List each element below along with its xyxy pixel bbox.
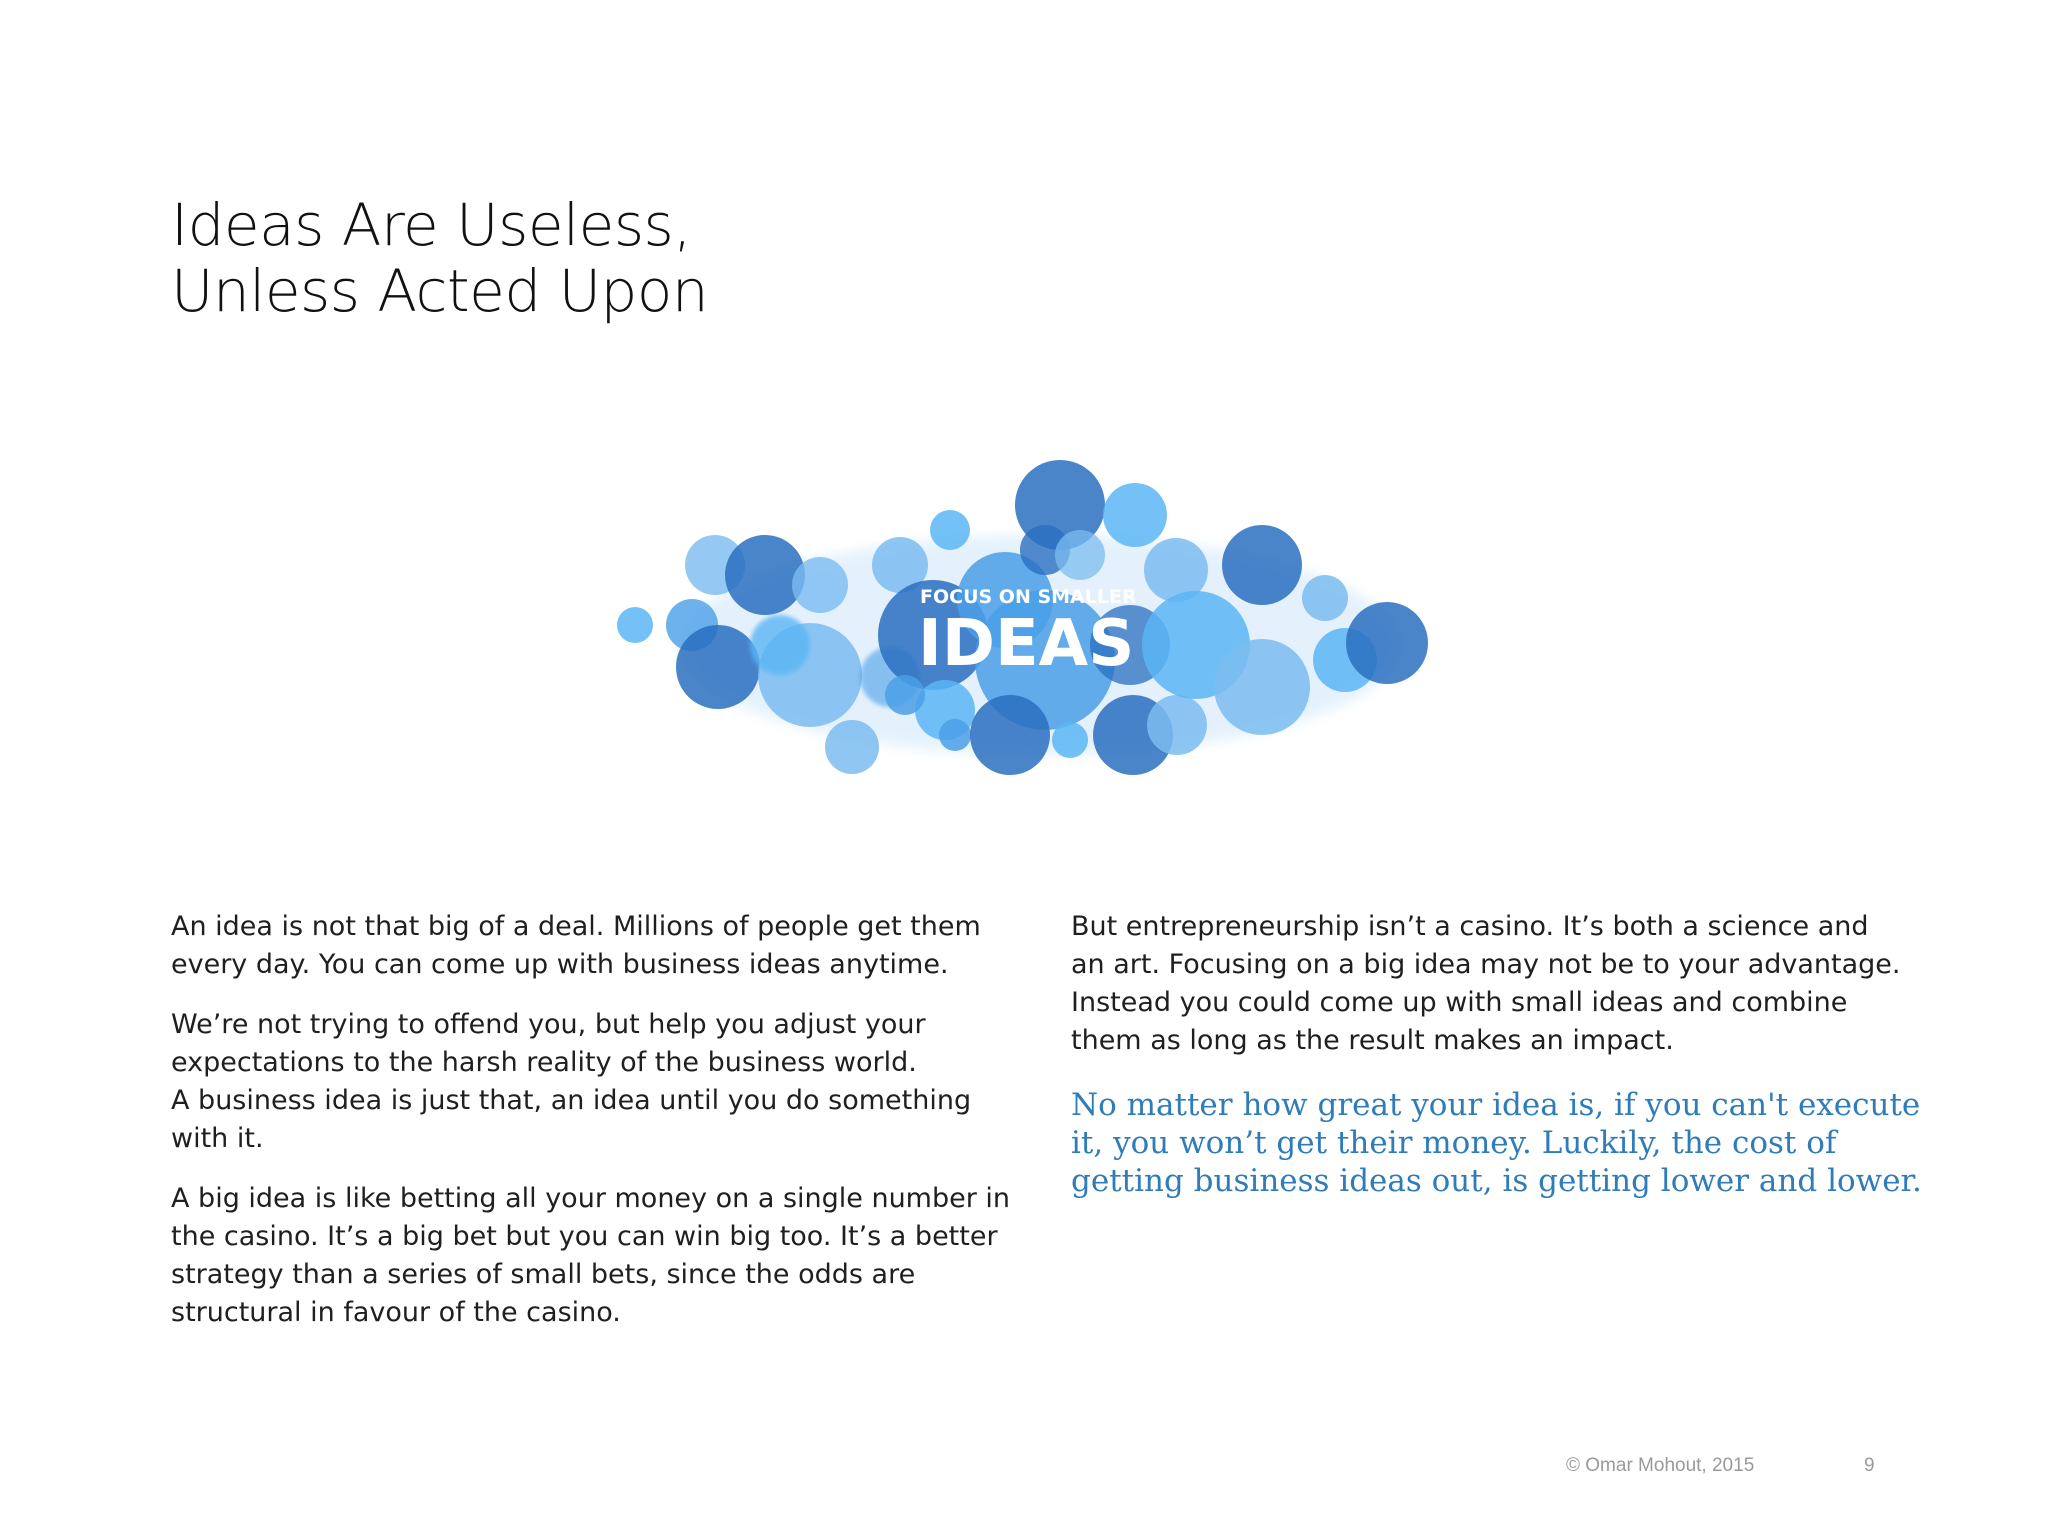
left-text-column bbox=[171, 908, 1011, 1354]
hero-headline-text: IDEAS bbox=[918, 607, 1135, 681]
quote-line: getting business ideas out, is getting lower and lower. bbox=[1071, 1163, 1922, 1199]
right-text-column bbox=[1071, 908, 1922, 1200]
slide-title bbox=[171, 192, 708, 324]
text-line: expectations to the harsh reality of the business world. bbox=[171, 1047, 917, 1078]
left-paragraph-1 bbox=[171, 908, 991, 984]
text-line: A business idea is just that, an idea until you do something bbox=[171, 1085, 972, 1116]
text-line: strategy than a series of small bets, since the odds are bbox=[171, 1259, 916, 1290]
quote-line: it, you won’t get their money. Luckily, the cost of bbox=[1071, 1125, 1837, 1161]
left-paragraph-3 bbox=[171, 1180, 1011, 1332]
quote-line: No matter how great your idea is, if you can't execute bbox=[1071, 1087, 1921, 1123]
focus-on-smaller-ideas-illustration bbox=[600, 455, 1480, 800]
hero-kicker-text: FOCUS ON SMALLER bbox=[920, 586, 1137, 608]
text-line: the casino. It’s a big bet but you can win big too. It’s a better bbox=[171, 1221, 998, 1252]
page-number: 9 bbox=[1864, 1455, 1875, 1476]
left-paragraph-2 bbox=[171, 1006, 991, 1158]
text-line: We’re not trying to offend you, but help you adjust your bbox=[171, 1009, 926, 1040]
bubble-cluster-graphic bbox=[600, 455, 1480, 800]
text-line: every day. You can come up with business ideas anytime. bbox=[171, 949, 949, 980]
text-line: An idea is not that big of a deal. Millions of people get them bbox=[171, 911, 981, 942]
text-line: A big idea is like betting all your money on a single number in bbox=[171, 1183, 1011, 1214]
text-line: structural in favour of the casino. bbox=[171, 1297, 621, 1328]
text-line: an art. Focusing on a big idea may not be to your advantage. bbox=[1071, 949, 1901, 980]
slide-title-line-1: Ideas Are Useless, bbox=[171, 191, 692, 259]
text-line: Instead you could come up with small ideas and combine bbox=[1071, 987, 1848, 1018]
right-paragraph-1 bbox=[1071, 908, 1901, 1060]
slide-title-line-2: Unless Acted Upon bbox=[171, 257, 709, 325]
copyright-notice: © Omar Mohout, 2015 bbox=[1566, 1455, 1755, 1476]
text-line: them as long as the result makes an impact. bbox=[1071, 1025, 1674, 1056]
text-line: with it. bbox=[171, 1123, 264, 1154]
text-line: But entrepreneurship isn’t a casino. It’s both a science and bbox=[1071, 911, 1869, 942]
highlight-quote bbox=[1071, 1086, 1922, 1200]
